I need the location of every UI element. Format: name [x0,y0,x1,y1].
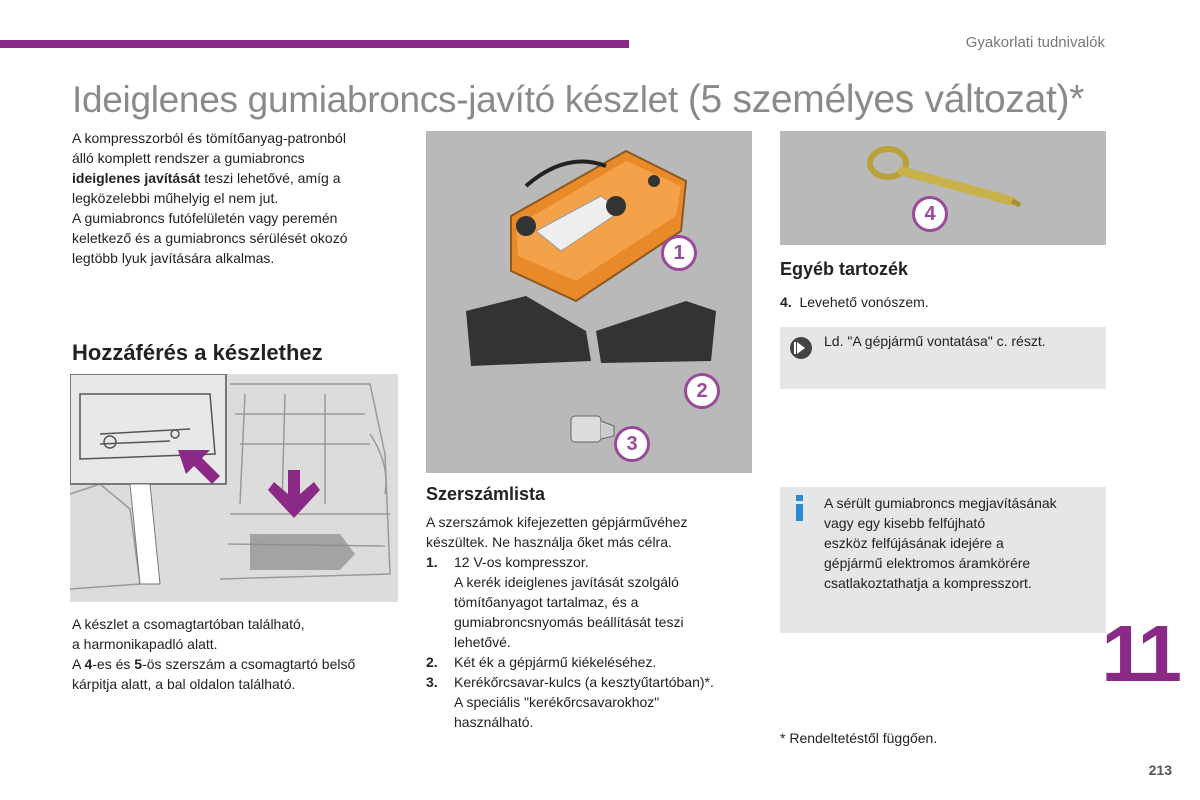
intro-text: teszi lehetővé, amíg a [200,170,341,186]
list-item-number: 1. [426,554,438,570]
intro-paragraph [72,128,392,268]
access-paragraph [72,614,402,694]
compressor-drawing [511,151,686,301]
section-label: Gyakorlati tudnivalók [965,34,1105,51]
tools-paragraph [426,512,756,732]
wheel-chocks-drawing [466,296,716,366]
list-item-number: 2. [426,654,438,670]
accessory-number: 4. [780,294,792,310]
list-item-line: tömítőanyagot tartalmaz, és a [454,594,639,610]
badge-2: 2 [684,373,720,409]
list-item [426,552,756,652]
list-item [426,652,756,672]
intro-line: legtöbb lyuk javítására alkalmas. [72,250,275,266]
tools-intro: A szerszámok kifejezetten gépjárművéhez [426,514,688,530]
list-item-line: A kerék ideiglenes javítását szolgáló [454,574,679,590]
intro-line: legközelebbi műhelyig el nem jut. [72,190,279,206]
footnote: * Rendeltetéstől függően. [780,730,938,746]
list-item-line: Kerékőrcsavar-kulcs (a kesztyűtartóban)*. [454,674,714,690]
badge-4: 4 [912,196,948,232]
list-item-line: használható. [454,714,534,730]
list-item [426,672,756,732]
accessories-heading: Egyéb tartozék [780,259,909,279]
list-item-number: 3. [426,674,438,690]
intro-line: A gumiabroncs futófelületén vagy peremén [72,210,338,226]
intro-line [72,168,392,188]
tools-intro: készültek. Ne használja őket más célra. [426,534,672,550]
access-heading: Hozzáférés a készlethez [72,340,323,365]
intro-line: keletkező és a gumiabroncs sérülését okozó [72,230,348,246]
list-item-line: Két ék a gépjármű kiékeléséhez. [454,654,657,670]
anti-theft-socket-drawing [571,416,614,442]
accessory-text: Levehető vonószem. [799,294,929,310]
info-line: csatlakoztathatja a kompresszort. [824,575,1032,591]
page-title-sub: (5 személyes változat)* [687,78,1085,121]
access-bold: 4 [84,656,93,672]
intro-bold: ideiglenes javítását [72,170,201,186]
reference-box [780,327,1106,389]
access-line: a harmonikapadló alatt. [72,636,218,652]
access-text: -ös szerszám a csomagtartó belső [142,656,356,672]
info-icon [794,495,806,521]
trunk-drawing [70,374,398,602]
access-line: kárpitja alatt, a bal oldalon található. [72,676,296,692]
reference-text: Ld. "A gépjármű vontatása" c. részt. [824,333,1046,349]
list-item-line: lehetővé. [454,634,511,650]
repair-kit-drawing [426,131,752,473]
info-line: A sérült gumiabroncs megjavításának [824,495,1057,511]
top-accent-bar [0,40,629,48]
info-line: vagy egy kisebb felfújható [824,515,986,531]
intro-line: álló komplett rendszer a gumiabroncs [72,150,305,166]
access-text: A [72,656,85,672]
towing-eye-drawing [780,131,1106,245]
towing-eye-image [780,131,1106,245]
access-line [72,654,402,674]
chapter-number: 11 [1101,609,1178,698]
repair-kit-image [426,131,752,473]
info-box [780,487,1106,633]
list-item-line: 12 V-os kompresszor. [454,554,589,570]
access-line: A készlet a csomagtartóban található, [72,616,305,632]
info-line: eszköz felfújásának idejére a [824,535,1004,551]
access-bold: 5 [134,656,143,672]
accessory-item [780,292,1106,312]
badge-3: 3 [614,426,650,462]
info-text [824,493,1099,593]
badge-1: 1 [661,235,697,271]
page-title-main: Ideiglenes gumiabroncs-javító készlet [72,79,678,120]
tools-heading: Szerszámlista [426,484,546,504]
intro-line: A kompresszorból és tömítőanyag-patronból [72,130,346,146]
access-text: -es és [92,656,135,672]
info-line: gépjármű elektromos áramkörére [824,555,1031,571]
arrow-right-icon [790,337,812,359]
list-item-line: A speciális "kerékőrcsavarokhoz" [454,694,660,710]
list-item-line: gumiabroncsnyomás beállítását teszi [454,614,684,630]
trunk-illustration [70,374,398,602]
page-number: 213 [1148,762,1172,778]
page-title [72,78,1084,122]
